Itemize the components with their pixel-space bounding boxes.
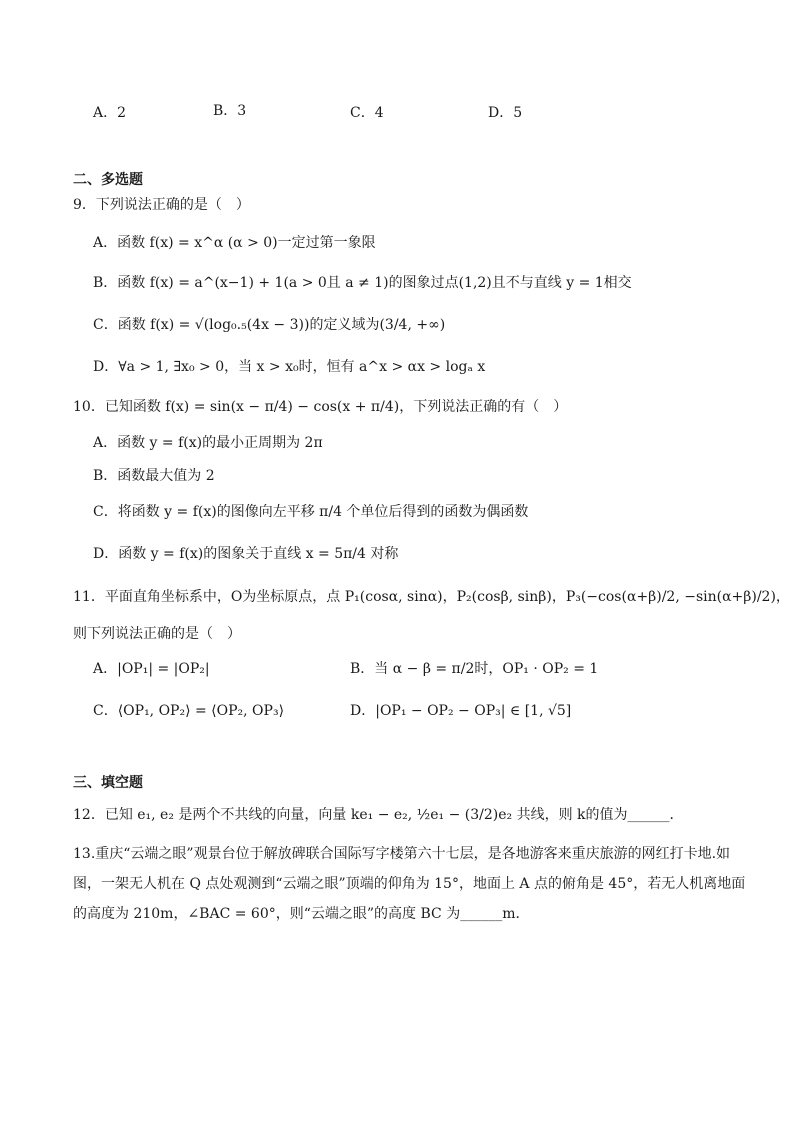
q9-option-c: C．函数 f(x) = √(log₀.₅(4x − 3))的定义域为(3/4, +∞) (93, 317, 446, 333)
q8-option-b: B．3 (213, 103, 247, 119)
q11-option-d: D．|OP₁ − OP₂ − OP₃| ∈ [1, √5] (350, 703, 572, 719)
q11-stem: 11．平面直角坐标系中，O为坐标原点，点 P₁(cosα, sinα)，P₂(cosβ, sinβ)，P₃(−cos(α+β)/2, −sin(α+β)/2)， (73, 589, 790, 605)
q13-line-2: 图，一架无人机在 Q 点处观测到“云端之眼”顶端的仰角为 15°，地面上 A 点的俯角是 45°，若无人机离地面 (73, 876, 746, 892)
section-title-multiple-choice: 二、多选题 (73, 172, 143, 188)
q12-text: 12．已知 e₁, e₂ 是两个不共线的向量，向量 ke₁ − e₂, ½e₁ − (3/2)e₂ 共线，则 k的值为______． (73, 807, 684, 823)
q10-option-d: D．函数 y = f(x)的图象关于直线 x = 5π/4 对称 (93, 546, 399, 562)
q8-option-d: D．5 (488, 105, 523, 121)
q11-option-a: A．|OP₁| = |OP₂| (93, 661, 210, 677)
q10-stem: 10．已知函数 f(x) = sin(x − π/4) − cos(x + π/4)，下列说法正确的有（ ） (73, 399, 568, 415)
q8-option-a: A．2 (93, 105, 127, 121)
q10-option-b: B．函数最大值为 2 (93, 468, 215, 484)
q9-option-b: B．函数 f(x) = a^(x−1) + 1(a > 0且 a ≠ 1)的图象过点(1,2)且不与直线 y = 1相交 (93, 275, 632, 291)
q13-line-1: 13.重庆“云端之眼”观景台位于解放碑联合国际写字楼第六十七层，是各地游客来重庆旅游的网红打卡地.如 (73, 846, 731, 862)
q11-option-b: B．当 α − β = π/2时，OP₁ · OP₂ = 1 (350, 661, 599, 677)
q10-option-c: C．将函数 y = f(x)的图像向左平移 π/4 个单位后得到的函数为偶函数 (93, 504, 529, 520)
q11-option-c: C．⟨OP₁, OP₂⟩ = ⟨OP₂, OP₃⟩ (93, 703, 285, 719)
q8-option-c: C．4 (350, 105, 384, 121)
section-title-fill-in: 三、填空题 (73, 775, 143, 791)
q13-line-3: 的高度为 210m，∠BAC = 60°，则“云端之眼”的高度 BC 为______m． (73, 906, 530, 922)
q10-option-a: A．函数 y = f(x)的最小正周期为 2π (93, 435, 323, 451)
q9-stem: 9．下列说法正确的是（ ） (73, 197, 250, 213)
q9-option-a: A．函数 f(x) = x^α (α > 0)一定过第一象限 (93, 235, 376, 251)
q9-option-d: D．∀a > 1, ∃x₀ > 0，当 x > x₀时，恒有 a^x > αx > logₐ x (93, 359, 486, 375)
q11-stem-continued: 则下列说法正确的是（ ） (73, 626, 241, 642)
